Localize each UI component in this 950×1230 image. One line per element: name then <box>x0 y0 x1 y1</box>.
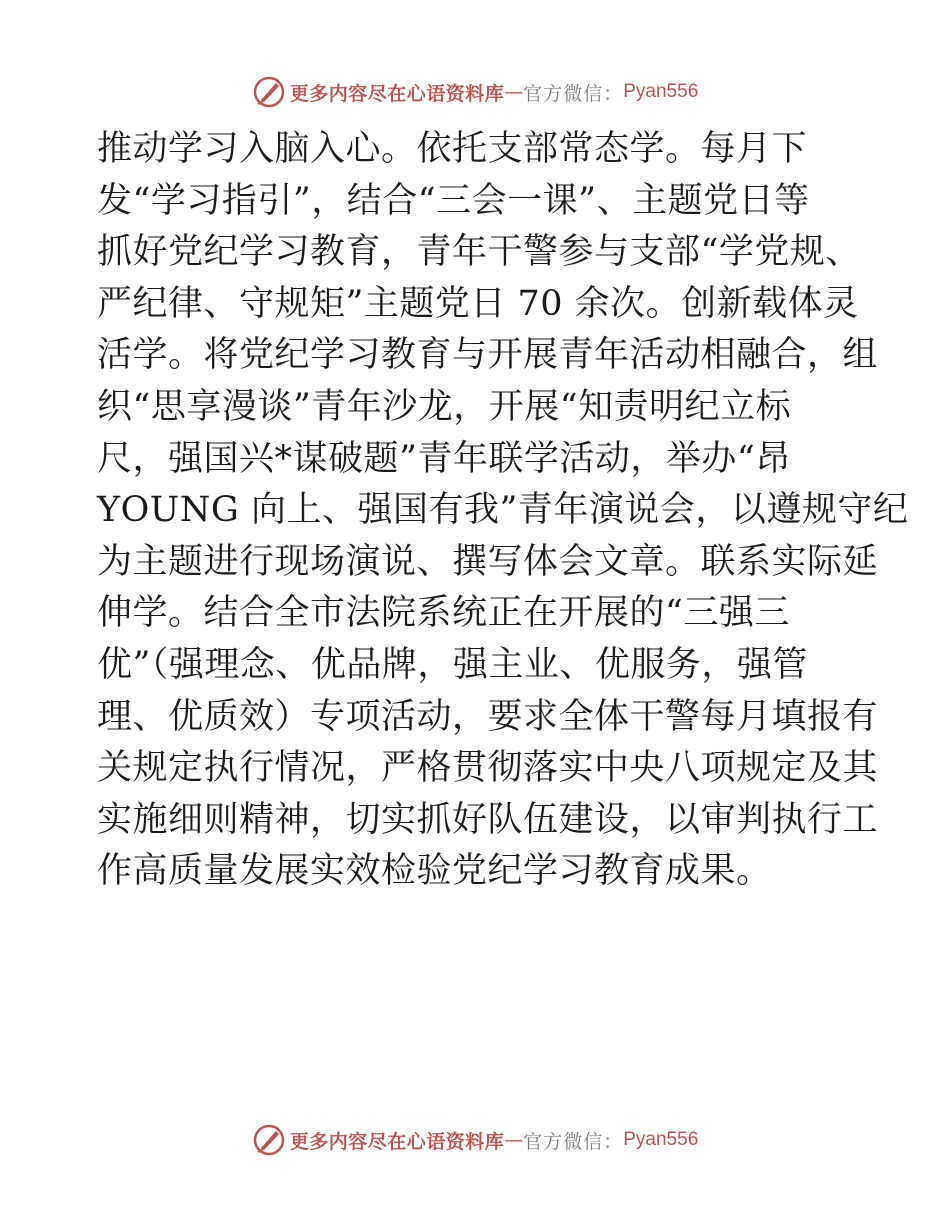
text-line: 关规定执行情况，严格贯彻落实中央八项规定及其 <box>97 748 879 789</box>
watermark-wechat-id: Pyan556 <box>623 81 699 102</box>
text-line: 伸学。结合全市法院系统正在开展的“三强三 <box>97 593 790 634</box>
watermark-separator: — <box>504 81 524 103</box>
text-line: 理、优质效）专项活动，要求全体干警每月填报有 <box>97 696 879 737</box>
watermark-wechat-id: Pyan556 <box>623 1129 699 1150</box>
text-line: 织“思享漫谈”青年沙龙，开展“知责明纪立标 <box>97 386 792 427</box>
body-text <box>97 124 909 898</box>
text-line: 活学。将党纪学习教育与开展青年活动相融合，组 <box>97 335 879 376</box>
text-line: 抓好党纪学习教育，青年干警参与支部“学党规、 <box>97 232 861 273</box>
text-line: 尺，强国兴*谋破题”青年联学活动，举办“昂 <box>97 438 791 479</box>
header-watermark <box>0 72 950 112</box>
watermark-brand: 更多内容尽在心语资料库 <box>289 1130 505 1153</box>
text-line: 为主题进行现场演说、撰写体会文章。联系实际延 <box>97 541 879 582</box>
quill-pen-logo-icon <box>252 75 286 109</box>
watermark-separator: — <box>504 1129 524 1151</box>
text-line: 优”（强理念、优品牌，强主业、优服务，强管 <box>97 644 808 685</box>
watermark-wechat-label: 官方微信： <box>523 82 624 105</box>
quill-pen-logo-icon <box>252 1123 286 1157</box>
watermark-brand: 更多内容尽在心语资料库 <box>289 82 505 105</box>
text-line: 推动学习入脑入心。依托支部常态学。每月下 <box>97 129 808 169</box>
text-line: YOUNG 向上、强国有我”青年演说会，以遵规守纪 <box>97 490 909 531</box>
text-line: 作高质量发展实效检验党纪学习教育成果。 <box>97 851 772 892</box>
watermark-wechat-label: 官方微信： <box>523 1130 624 1153</box>
text-line: 发“学习指引”，结合“三会一课”、主题党日等 <box>97 180 810 221</box>
footer-watermark <box>0 1120 950 1160</box>
text-line: 严纪律、守规矩”主题党日 70 余次。创新载体灵 <box>97 283 859 324</box>
text-line: 实施细则精神，切实抓好队伍建设，以审判执行工 <box>97 799 879 840</box>
